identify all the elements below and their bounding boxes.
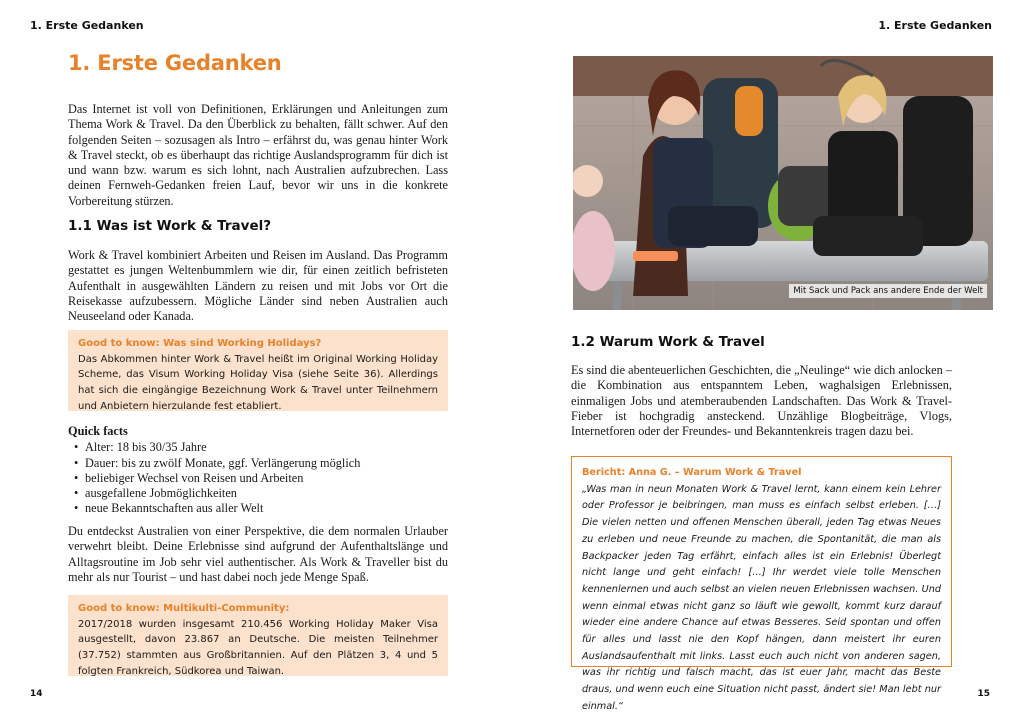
page-number-right: 15: [977, 689, 990, 699]
info-box-title: Good to know: Multikulti-Community:: [78, 603, 290, 614]
running-header-right: 1. Erste Gedanken: [878, 19, 992, 32]
quick-facts-title: Quick facts: [68, 424, 128, 438]
running-header-left: 1. Erste Gedanken: [30, 19, 144, 32]
info-box-text: Das Abkommen hinter Work & Travel heißt im Original Working Holiday Scheme, das Visum Working Holiday Visa (siehe Seite 36). Allerdings hat sich die eingängige Bezeichnung Work & Travel unter Teilnehmern und Anbietern hierzulande fest etabliert.: [78, 353, 438, 412]
section-heading-1-2: 1.2 Warum Work & Travel: [571, 334, 765, 350]
paragraph-2: Du entdeckst Australien von einer Perspektive, die dem normalen Urlauber verwehrt bleibt. Deine Erlebnisse sind aufgrund der Aufenthaltslänge und Alltagsroutine im Job sehr viel authentischer. Als Work & Traveller bist du mehr als nur Tourist – und hast dabei noch jede Menge Spaß.: [68, 524, 448, 584]
list-item: • ausgefallene Jobmöglichkeiten: [68, 486, 448, 501]
quick-facts-list: [68, 440, 448, 516]
report-title: Bericht: Anna G. – Warum Work & Travel: [582, 467, 802, 478]
page-number-left: 14: [30, 689, 43, 699]
quick-facts: [68, 424, 448, 517]
section-heading-1-1: 1.1 Was ist Work & Travel?: [68, 218, 272, 234]
chapter-title: 1. Erste Gedanken: [68, 51, 282, 75]
report-text: „Was man in neun Monaten Work & Travel lernt, kann einem kein Lehrer oder Professor je beibringen, man muss es einfach selbst erleben. […] Die vielen netten und offenen Menschen überall, jeden Tag etwas Neues zu erleben und neue Freunde zu machen, die Spontanität, die man als Backpacker jeden Tag erfährt, einfach alles ist ein Erlebnis! Überlegt nicht lange und geht einfach! […] Ihr werdet viele tolle Menschen kennenlernen und auch selbst an vielen neuen Erlebnissen wachsen. Und wenn einmal etwas nicht ganz so läuft wie gewollt, kommt kurz darauf wieder eine andere Chance auf etwas Besseres. Seid spontan und offen für alles und lasst nie den Kopf hängen, dann meistert ihr euren Auslandsaufenthalt mit links. Lasst euch auch nicht von anderen sagen, was ihr richtig und falsch macht, das ist euer Jahr, macht das Beste draus, und wenn euch eine Situation nicht passt, ändert sie! Man lebt nur einmal.“: [582, 483, 941, 712]
photo-caption: Mit Sack und Pack ans andere Ende der Welt: [789, 284, 987, 298]
intro-paragraph: Das Internet ist voll von Definitionen, Erklärungen und Anleitungen zum Thema Work & Travel. Da den Überblick zu behalten, fällt schwer. Auf den folgenden Seiten – sozusagen als Intro – erfährst du, was genau hinter Work & Travel steckt, ob es überhaupt das richtige Auslandsprogramm für dich ist und wann bzw. warum es sich lohnt, nach Australien aufzubrechen. Lass deinen Fernweh-Gedanken freien Lauf, bevor wir uns in die konkrete Vorbereitung stürzen.: [68, 102, 448, 208]
photo-illustration: [573, 56, 993, 310]
report-box: [571, 456, 952, 712]
list-item: • Alter: 18 bis 30/35 Jahre: [68, 440, 448, 455]
info-box-text: 2017/2018 wurden insgesamt 210.456 Working Holiday Maker Visa ausgestellt, davon 23.867 an Deutsche. Die meisten Teilnehmer (37.752) stammten aus Großbritannien. Auf den Plätzen 3, 4 und 5 folgten Frankreich, Südkorea und Taiwan.: [78, 618, 438, 677]
section-text-1-2: Es sind die abenteuerlichen Geschichten, die „Neulinge“ wie dich anlocken – die Kombination aus entspanntem Leben, waghalsigen Erlebnissen, einmaligen Jobs und atemberaubenden Landschaften. Das Work & Travel-Fieber ist hochgradig ansteckend. Unzählige Blogbeiträge, Vlogs, Internetforen oder der Freundes- und Bekanntenkreis tragen dazu bei.: [571, 363, 952, 439]
list-item: • Dauer: bis zu zwölf Monate, ggf. Verlängerung möglich: [68, 456, 448, 471]
section-text-1-1: Work & Travel kombiniert Arbeiten und Reisen im Ausland. Das Programm gestattet es jungen Weltenbummlern wie dir, für einen zeitlich befristeten Aufenthalt in ausgewählten Ländern zu reisen und mit Jobs vor Ort die Reisekasse aufzubessern. Mögliche Länder sind neben Australien auch Neuseeland oder Kanada.: [68, 248, 448, 324]
backpackers-photo: [573, 56, 993, 310]
info-box-title: Good to know: Was sind Working Holidays?: [78, 338, 322, 349]
info-box-multikulti: [68, 595, 448, 676]
right-page: [510, 0, 1020, 724]
list-item: • beliebiger Wechsel von Reisen und Arbeiten: [68, 471, 448, 486]
list-item: • neue Bekanntschaften aus aller Welt: [68, 501, 448, 516]
info-box-working-holidays: [68, 330, 448, 411]
